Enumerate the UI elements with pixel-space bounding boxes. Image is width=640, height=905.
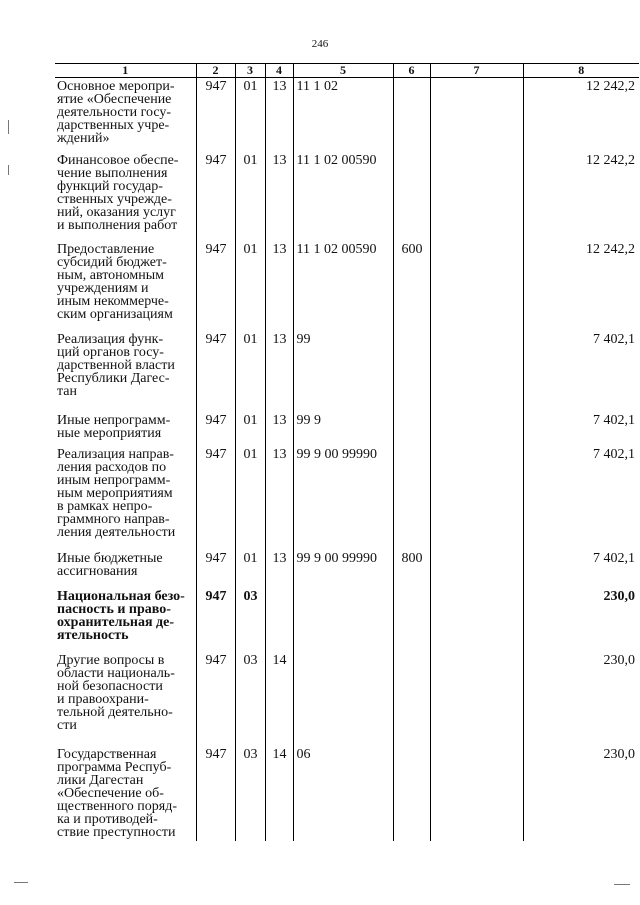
row-name-line: ные мероприятия bbox=[57, 425, 162, 441]
row-amount: 7 402,1 bbox=[523, 331, 639, 412]
row-name bbox=[55, 78, 196, 152]
row-code-grbs: 947 bbox=[196, 446, 235, 550]
row-name-line: ным мероприятиям bbox=[57, 485, 173, 501]
scan-mark bbox=[8, 120, 9, 134]
row-name-line: ствие преступности bbox=[57, 824, 176, 840]
row-name bbox=[55, 412, 196, 446]
row-code-section: 01 bbox=[235, 241, 265, 331]
row-code-expense-type bbox=[393, 412, 430, 446]
row-name-line: чение выполнения bbox=[57, 165, 168, 181]
row-name bbox=[55, 152, 196, 241]
row-code-grbs: 947 bbox=[196, 550, 235, 588]
row-code-expense-type bbox=[393, 746, 430, 841]
row-col-7 bbox=[430, 241, 523, 331]
row-col-7 bbox=[430, 412, 523, 446]
row-code-subsection: 13 bbox=[265, 550, 293, 588]
row-code-target: 99 9 00 99990 bbox=[293, 550, 393, 588]
row-code-section: 01 bbox=[235, 446, 265, 550]
row-name-line: «Обеспечение об- bbox=[57, 785, 164, 801]
budget-table bbox=[55, 63, 639, 841]
row-code-target bbox=[293, 652, 393, 746]
row-name-line: ятие «Обеспечение bbox=[57, 92, 172, 107]
row-code-expense-type bbox=[393, 588, 430, 652]
row-amount: 230,0 bbox=[523, 588, 639, 652]
row-name-line: области националь- bbox=[57, 665, 175, 681]
row-name-line: Иные непрограмм- bbox=[57, 412, 171, 428]
row-amount: 7 402,1 bbox=[523, 446, 639, 550]
row-name-line: Иные бюджетные bbox=[57, 550, 163, 566]
row-name bbox=[55, 331, 196, 412]
table-row bbox=[55, 331, 639, 412]
row-name-line: учреждениям и bbox=[57, 280, 149, 296]
row-code-target: 11 1 02 bbox=[293, 78, 393, 152]
row-amount: 12 242,2 bbox=[523, 78, 639, 152]
row-amount: 12 242,2 bbox=[523, 152, 639, 241]
row-amount: 230,0 bbox=[523, 746, 639, 841]
row-code-expense-type: 600 bbox=[393, 241, 430, 331]
row-name-line: ждений» bbox=[57, 131, 110, 146]
table-row bbox=[55, 550, 639, 588]
row-name-line: дарственной власти bbox=[57, 357, 175, 373]
table-row bbox=[55, 588, 639, 652]
row-name-line: дарственных учре- bbox=[57, 118, 170, 133]
row-code-grbs: 947 bbox=[196, 652, 235, 746]
row-code-section: 03 bbox=[235, 746, 265, 841]
row-amount: 230,0 bbox=[523, 652, 639, 746]
row-code-target: 11 1 02 00590 bbox=[293, 241, 393, 331]
row-code-target: 99 bbox=[293, 331, 393, 412]
row-code-expense-type bbox=[393, 652, 430, 746]
row-amount: 12 242,2 bbox=[523, 241, 639, 331]
table-row bbox=[55, 446, 639, 550]
row-name-line: программа Респуб- bbox=[57, 759, 172, 775]
row-code-grbs: 947 bbox=[196, 588, 235, 652]
row-code-expense-type: 800 bbox=[393, 550, 430, 588]
row-name-line: и правоохрани- bbox=[57, 691, 149, 707]
row-name bbox=[55, 746, 196, 841]
row-col-7 bbox=[430, 652, 523, 746]
row-name-line: ной безопасности bbox=[57, 678, 163, 694]
row-name-line: ления деятельности bbox=[57, 524, 176, 540]
row-name-line: охранительная де- bbox=[57, 614, 175, 630]
row-name-line: ка и противодей- bbox=[57, 811, 158, 827]
row-code-section: 01 bbox=[235, 412, 265, 446]
header-col-2: 2 bbox=[196, 64, 235, 78]
row-name bbox=[55, 588, 196, 652]
row-code-grbs: 947 bbox=[196, 746, 235, 841]
row-name-line: щественного поряд- bbox=[57, 798, 178, 814]
row-code-grbs: 947 bbox=[196, 152, 235, 241]
header-col-4: 4 bbox=[265, 64, 293, 78]
row-code-section: 01 bbox=[235, 152, 265, 241]
table-row bbox=[55, 652, 639, 746]
row-code-expense-type bbox=[393, 152, 430, 241]
row-code-section: 03 bbox=[235, 652, 265, 746]
header-row bbox=[55, 64, 639, 78]
row-name-line: ятельность bbox=[57, 627, 129, 643]
row-col-7 bbox=[430, 152, 523, 241]
row-name-line: тан bbox=[57, 383, 77, 399]
row-name-line: Республики Дагес- bbox=[57, 370, 170, 386]
row-name-line: ления расходов по bbox=[57, 459, 167, 475]
row-name-line: Реализация направ- bbox=[57, 446, 174, 462]
row-name bbox=[55, 446, 196, 550]
row-code-section: 01 bbox=[235, 550, 265, 588]
row-name-line: ственных учрежде- bbox=[57, 191, 172, 207]
row-name-line: ассигнования bbox=[57, 563, 138, 579]
header-col-1: 1 bbox=[55, 64, 196, 78]
row-name-line: субсидий бюджет- bbox=[57, 254, 167, 270]
row-name-line: тельной деятельно- bbox=[57, 704, 173, 720]
row-code-subsection: 14 bbox=[265, 652, 293, 746]
row-name-line: Финансовое обеспе- bbox=[57, 152, 179, 168]
header-col-8: 8 bbox=[523, 64, 639, 78]
row-code-subsection: 13 bbox=[265, 331, 293, 412]
row-name-line: Другие вопросы в bbox=[57, 652, 165, 668]
row-code-grbs: 947 bbox=[196, 241, 235, 331]
row-code-subsection: 13 bbox=[265, 78, 293, 152]
table-row bbox=[55, 152, 639, 241]
row-code-expense-type bbox=[393, 78, 430, 152]
row-name bbox=[55, 241, 196, 331]
row-name bbox=[55, 652, 196, 746]
row-col-7 bbox=[430, 588, 523, 652]
row-code-section: 03 bbox=[235, 588, 265, 652]
row-code-subsection: 13 bbox=[265, 412, 293, 446]
row-col-7 bbox=[430, 746, 523, 841]
row-name-line: граммного направ- bbox=[57, 511, 170, 527]
row-name-line: иным непрограмм- bbox=[57, 472, 171, 488]
row-name-line: ным, автономным bbox=[57, 267, 165, 283]
row-name-line: ским организациям bbox=[57, 306, 173, 322]
row-name-line: ний, оказания услуг bbox=[57, 204, 176, 220]
row-col-7 bbox=[430, 331, 523, 412]
header-col-5: 5 bbox=[293, 64, 393, 78]
table-row bbox=[55, 78, 639, 152]
row-name-line: пасность и право- bbox=[57, 601, 171, 617]
row-code-section: 01 bbox=[235, 78, 265, 152]
row-code-target: 06 bbox=[293, 746, 393, 841]
row-name-line: Национальная безо- bbox=[57, 588, 185, 604]
row-name-line: функций государ- bbox=[57, 178, 163, 194]
header-col-3: 3 bbox=[235, 64, 265, 78]
row-amount: 7 402,1 bbox=[523, 412, 639, 446]
table-row bbox=[55, 241, 639, 331]
row-code-subsection: 13 bbox=[265, 446, 293, 550]
table-row bbox=[55, 746, 639, 841]
row-name-line: Реализация функ- bbox=[57, 331, 164, 347]
row-amount: 7 402,1 bbox=[523, 550, 639, 588]
row-name-line: иным некоммерче- bbox=[57, 293, 169, 309]
row-code-grbs: 947 bbox=[196, 78, 235, 152]
row-code-expense-type bbox=[393, 446, 430, 550]
row-code-subsection bbox=[265, 588, 293, 652]
row-col-7 bbox=[430, 78, 523, 152]
row-col-7 bbox=[430, 550, 523, 588]
row-code-section: 01 bbox=[235, 331, 265, 412]
row-name-line: Государственная bbox=[57, 746, 157, 762]
row-code-target: 11 1 02 00590 bbox=[293, 152, 393, 241]
row-name-line: деятельности госу- bbox=[57, 105, 172, 120]
scan-mark bbox=[14, 882, 28, 883]
header-col-7: 7 bbox=[430, 64, 523, 78]
table-body bbox=[55, 78, 639, 841]
row-name bbox=[55, 550, 196, 588]
header-col-6: 6 bbox=[393, 64, 430, 78]
row-name-line: ций органов госу- bbox=[57, 344, 164, 360]
row-name-line: Основное меропри- bbox=[57, 79, 175, 94]
row-name-line: и выполнения работ bbox=[57, 217, 178, 233]
row-code-expense-type bbox=[393, 331, 430, 412]
row-code-target: 99 9 00 99990 bbox=[293, 446, 393, 550]
row-code-subsection: 13 bbox=[265, 152, 293, 241]
row-code-subsection: 14 bbox=[265, 746, 293, 841]
page-number: 246 bbox=[311, 38, 329, 50]
table-row bbox=[55, 412, 639, 446]
row-name-line: Предоставление bbox=[57, 241, 155, 257]
row-name-line: в рамках непро- bbox=[57, 498, 153, 514]
scan-mark bbox=[8, 165, 9, 175]
scan-mark bbox=[614, 884, 630, 885]
row-name-line: сти bbox=[57, 717, 77, 733]
row-code-target: 99 9 bbox=[293, 412, 393, 446]
row-code-target bbox=[293, 588, 393, 652]
row-code-grbs: 947 bbox=[196, 331, 235, 412]
row-code-subsection: 13 bbox=[265, 241, 293, 331]
row-name-line: лики Дагестан bbox=[57, 772, 144, 788]
row-col-7 bbox=[430, 446, 523, 550]
row-code-grbs: 947 bbox=[196, 412, 235, 446]
